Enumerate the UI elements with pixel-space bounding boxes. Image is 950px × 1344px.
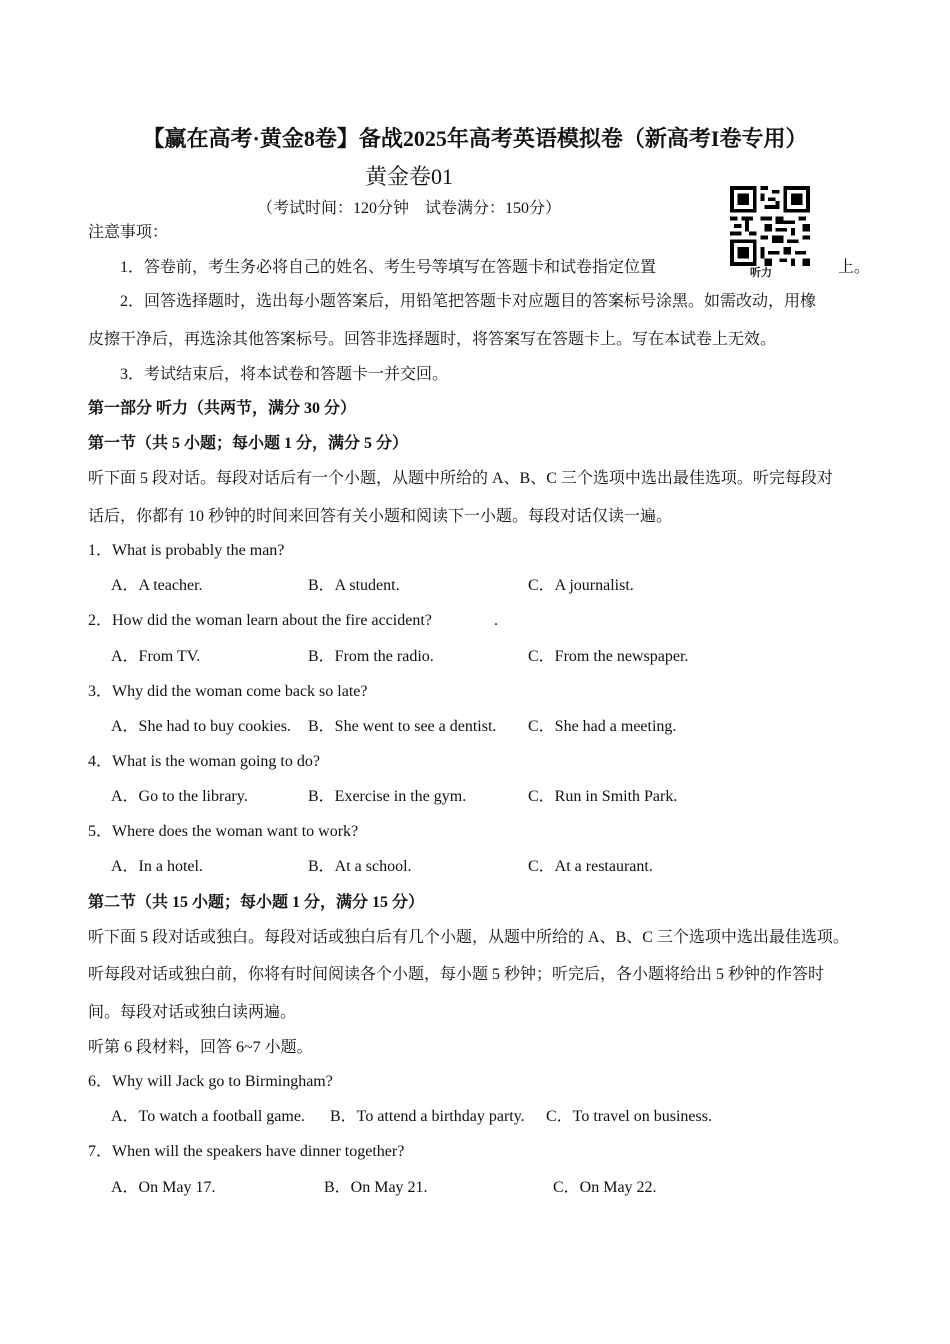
question-4-option-b: B．Exercise in the gym. (308, 788, 467, 805)
note-2-line-2: 皮擦干净后，再选涂其他答案标号。回答非选择题时，将答案写在答题卡上。写在本试卷上无效。 (88, 331, 777, 348)
note-2-line-1: 2．回答选择题时，选出每小题答案后，用铅笔把答题卡对应题目的答案标号涂黑。如需改动，用橡 (120, 293, 817, 310)
question-5-option-a: A．In a hotel. (111, 858, 203, 875)
question-3-option-b: B．She went to see a dentist. (308, 718, 497, 735)
question-2-option-a: A．From TV. (111, 648, 201, 665)
question-2-tail: . (494, 612, 498, 629)
question-4: 4．What is the woman going to do? (88, 753, 320, 770)
document-title: 【赢在高考·黄金8卷】备战2025年高考英语模拟卷（新高考I卷专用） (142, 126, 808, 151)
question-2-option-b: B．From the radio. (308, 648, 434, 665)
question-6-option-a: A．To watch a football game. (111, 1108, 305, 1125)
question-1-option-b: B．A student. (308, 577, 400, 594)
question-5: 5．Where does the woman want to work? (88, 823, 359, 840)
question-7-option-b: B．On May 21. (324, 1179, 428, 1196)
question-5-option-b: B．At a school. (308, 858, 412, 875)
section2-heading: 第二节（共 15 小题；每小题 1 分，满分 15 分） (88, 894, 425, 911)
question-3-option-a: A．She had to buy cookies. (111, 718, 291, 735)
question-1: 1．What is probably the man? (88, 542, 285, 559)
section2-instructions-line-2: 听每段对话或独白前，你将有时间阅读各个小题，每小题 5 秒钟；听完后，各小题将给出 5 秒钟的作答时 (88, 966, 825, 983)
question-1-option-a: A．A teacher. (111, 577, 203, 594)
question-6-option-c: C．To travel on business. (546, 1108, 712, 1125)
question-2-option-c: C．From the newspaper. (528, 648, 689, 665)
section2-instructions-line-3: 间。每段对话或独白读两遍。 (88, 1004, 297, 1021)
question-5-option-c: C．At a restaurant. (528, 858, 653, 875)
question-3: 3．Why did the woman come back so late? (88, 683, 368, 700)
section1-instructions-line-1: 听下面 5 段对话。每段对话后有一个小题，从题中所给的 A、B、C 三个选项中选出最佳选项。听完每段对 (88, 470, 833, 487)
qr-code-icon (730, 186, 810, 266)
exam-info: （考试时间：120分钟 试卷满分：150分） (256, 200, 561, 217)
notes-heading: 注意事项： (88, 224, 169, 241)
question-7-option-a: A．On May 17. (111, 1179, 216, 1196)
question-1-option-c: C．A journalist. (528, 577, 634, 594)
note-3: 3．考试结束后，将本试卷和答题卡一并交回。 (120, 366, 449, 383)
question-3-option-c: C．She had a meeting. (528, 718, 677, 735)
material-6-instruction: 听第 6 段材料，回答 6~7 小题。 (88, 1039, 313, 1056)
section1-instructions-line-2: 话后，你都有 10 秒钟的时间来回答有关小题和阅读下一小题。每段对话仅读一遍。 (88, 508, 673, 525)
question-7-option-c: C．On May 22. (553, 1179, 657, 1196)
qr-label: 听力 (750, 267, 772, 279)
part1-heading: 第一部分 听力（共两节，满分 30 分） (88, 400, 357, 417)
question-6-option-b: B．To attend a birthday party. (330, 1108, 525, 1125)
section2-instructions-line-1: 听下面 5 段对话或独白。每段对话或独白后有几个小题，从题中所给的 A、B、C 三个选项中选出最佳选项。 (88, 929, 849, 946)
document-subtitle: 黄金卷01 (364, 164, 453, 189)
note-1-tail: 上。 (838, 259, 871, 276)
note-1-text: 1．答卷前，考生务必将自己的姓名、考生号等填写在答题卡和试卷指定位置 (120, 259, 657, 276)
question-6: 6．Why will Jack go to Birmingham? (88, 1073, 333, 1090)
question-2: 2．How did the woman learn about the fire accident? (88, 612, 432, 629)
question-4-option-c: C．Run in Smith Park. (528, 788, 678, 805)
question-4-option-a: A．Go to the library. (111, 788, 248, 805)
question-7: 7．When will the speakers have dinner together? (88, 1143, 405, 1160)
section1-heading: 第一节（共 5 小题；每小题 1 分，满分 5 分） (88, 435, 409, 452)
